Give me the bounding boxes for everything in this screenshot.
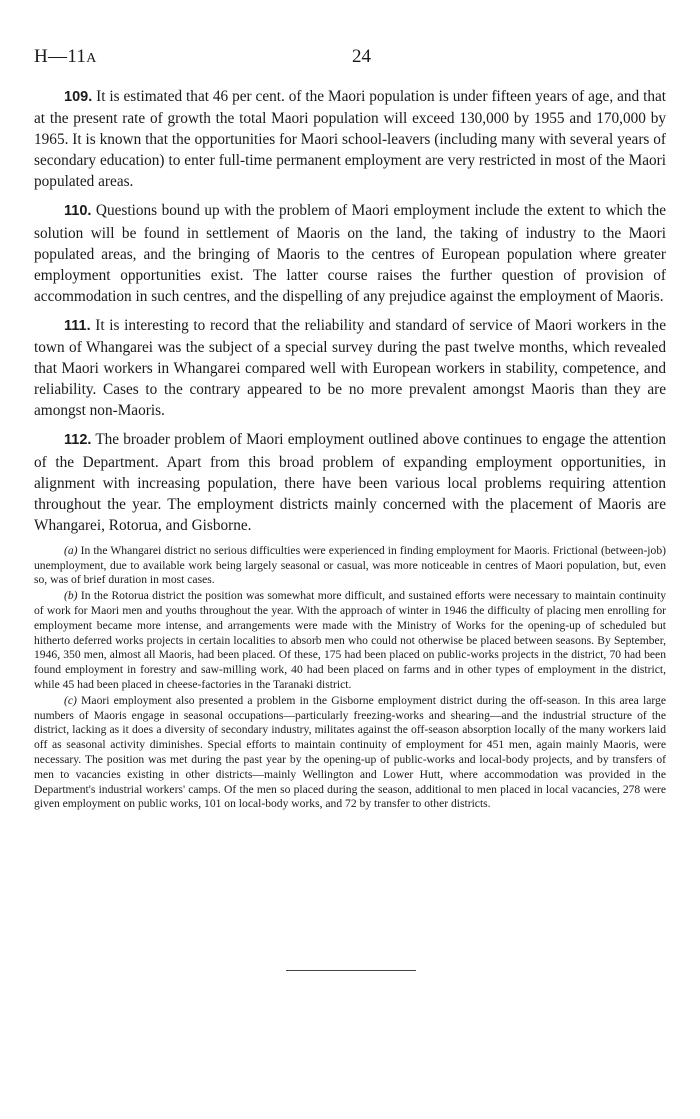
paragraph-text: The broader problem of Maori employment outlined above continues to engage the attention of the Department. Apart from this broad problem of expanding employment opportunities, in alignment with increasing population, there have been various local problems requiring attention throughout the year. The employment districts mainly concerned with the placement of Maoris are Whangarei, Rotorua, and Gisborne. [34, 431, 666, 534]
paragraph-number: 112. [64, 432, 92, 449]
subparagraph-c [34, 694, 666, 812]
subparagraph-text: In the Whangarei district no serious difficulties were experienced in finding employment for Maoris. Frictional (between-job) unemployment, due to available work being largely seasonal or casual, was more noticeable in centres of Maori population, but, even so, was of brief duration in most cases. [34, 543, 666, 587]
paragraph-109 [34, 86, 666, 192]
page-number: 24 [352, 46, 371, 67]
subparagraph-label: (b) [64, 589, 78, 603]
subparagraph-a [34, 544, 666, 588]
paragraph-number: 109. [64, 89, 93, 105]
page-body [34, 86, 666, 813]
paragraph-112 [34, 429, 666, 535]
page-header [34, 46, 666, 70]
paragraph-text: Questions bound up with the problem of Maori employment include the extent to which the solution will be found in settlement of Maoris on the land, the taking of industry to the Maori populated areas, and the bringing of Maoris to the centres of European population where greater employment opportunities exist. The latter course raises the further question of provision of accommodation in such centres, and the dispelling of any prejudice against the employment of Maoris. [34, 202, 667, 305]
paragraph-text: It is interesting to record that the reliability and standard of service of Maori workers in the town of Whangarei was the subject of a special survey during the past twelve months, which revealed that Maori workers in Whangarei compared well with European workers in stability, competence, and reliability. Cases to the contrary appeared to be no more prevalent amongst Maoris than they are amongst non-Maoris. [34, 316, 666, 420]
paragraph-111 [34, 315, 666, 421]
document-code [34, 46, 97, 68]
paragraph-number: 111. [64, 317, 91, 334]
document-code-main: H—11 [34, 46, 87, 67]
end-rule [286, 970, 416, 971]
paragraph-number: 110. [64, 203, 92, 220]
subparagraph-label: (a) [64, 543, 78, 557]
subparagraph-b [34, 589, 666, 693]
subparagraph-text: Maori employment also presented a problem in the Gisborne employment district during the off-season. In this area large numbers of Maoris engage in seasonal occupations—particularly freezing-works and shearing—and the industrial structure of the district, lacking as it does a diversity of secondary industry, militates against the off-season absorption locally of the many workers laid off as seasonal activity diminishes. Special efforts to maintain continuity of employment for 451 men, again mainly Maoris, were necessary. The position was met during the past year by the opening-up of public-works and local-body projects, and by transfers of men to vacancies existing in other districts—mainly Wellington and Lower Hutt, where accommodation was provided in the Department's industrial workers' camps. Of the men so placed during the season, additional to men placed in local vacancies, 278 were given employment on public works, 101 on local-body works, and 72 by transfer to other districts. [34, 693, 666, 811]
subparagraph-text: In the Rotorua district the position was somewhat more difficult, and sustained efforts were necessary to maintain continuity of work for Maori men and youths throughout the year. With the approach of winter in 1946 the difficulty of placing men enrolling for employment became more intense, and arrangements were made with the Ministry of Works for the opening-up of scheduled but hitherto deferred works projects in certain localities to absorb men who could not otherwise be placed between seasons. By September, 1946, 350 men, almost all Maoris, had been placed. Of these, 175 had been placed on public-works projects in the district, 70 had been found employment in forestry and saw-milling work, 40 had been placed on farms and in other types of employment in the district, while 45 had been placed in cheese-factories in the Taranaki district. [34, 589, 666, 692]
paragraph-110 [34, 200, 666, 306]
document-code-suffix: A [86, 51, 97, 66]
subparagraph-label: (c) [64, 693, 77, 707]
paragraph-text: It is estimated that 46 per cent. of the Maori population is under fifteen years of age, and that at the present rate of growth the total Maori population will exceed 130,000 by 1955 and 170,000 by 1965. It is known that the opportunities for Maori school-leavers (including many with several years of secondary education) to enter full-time permanent employment are very restricted in most of the Maori populated areas. [34, 88, 667, 191]
